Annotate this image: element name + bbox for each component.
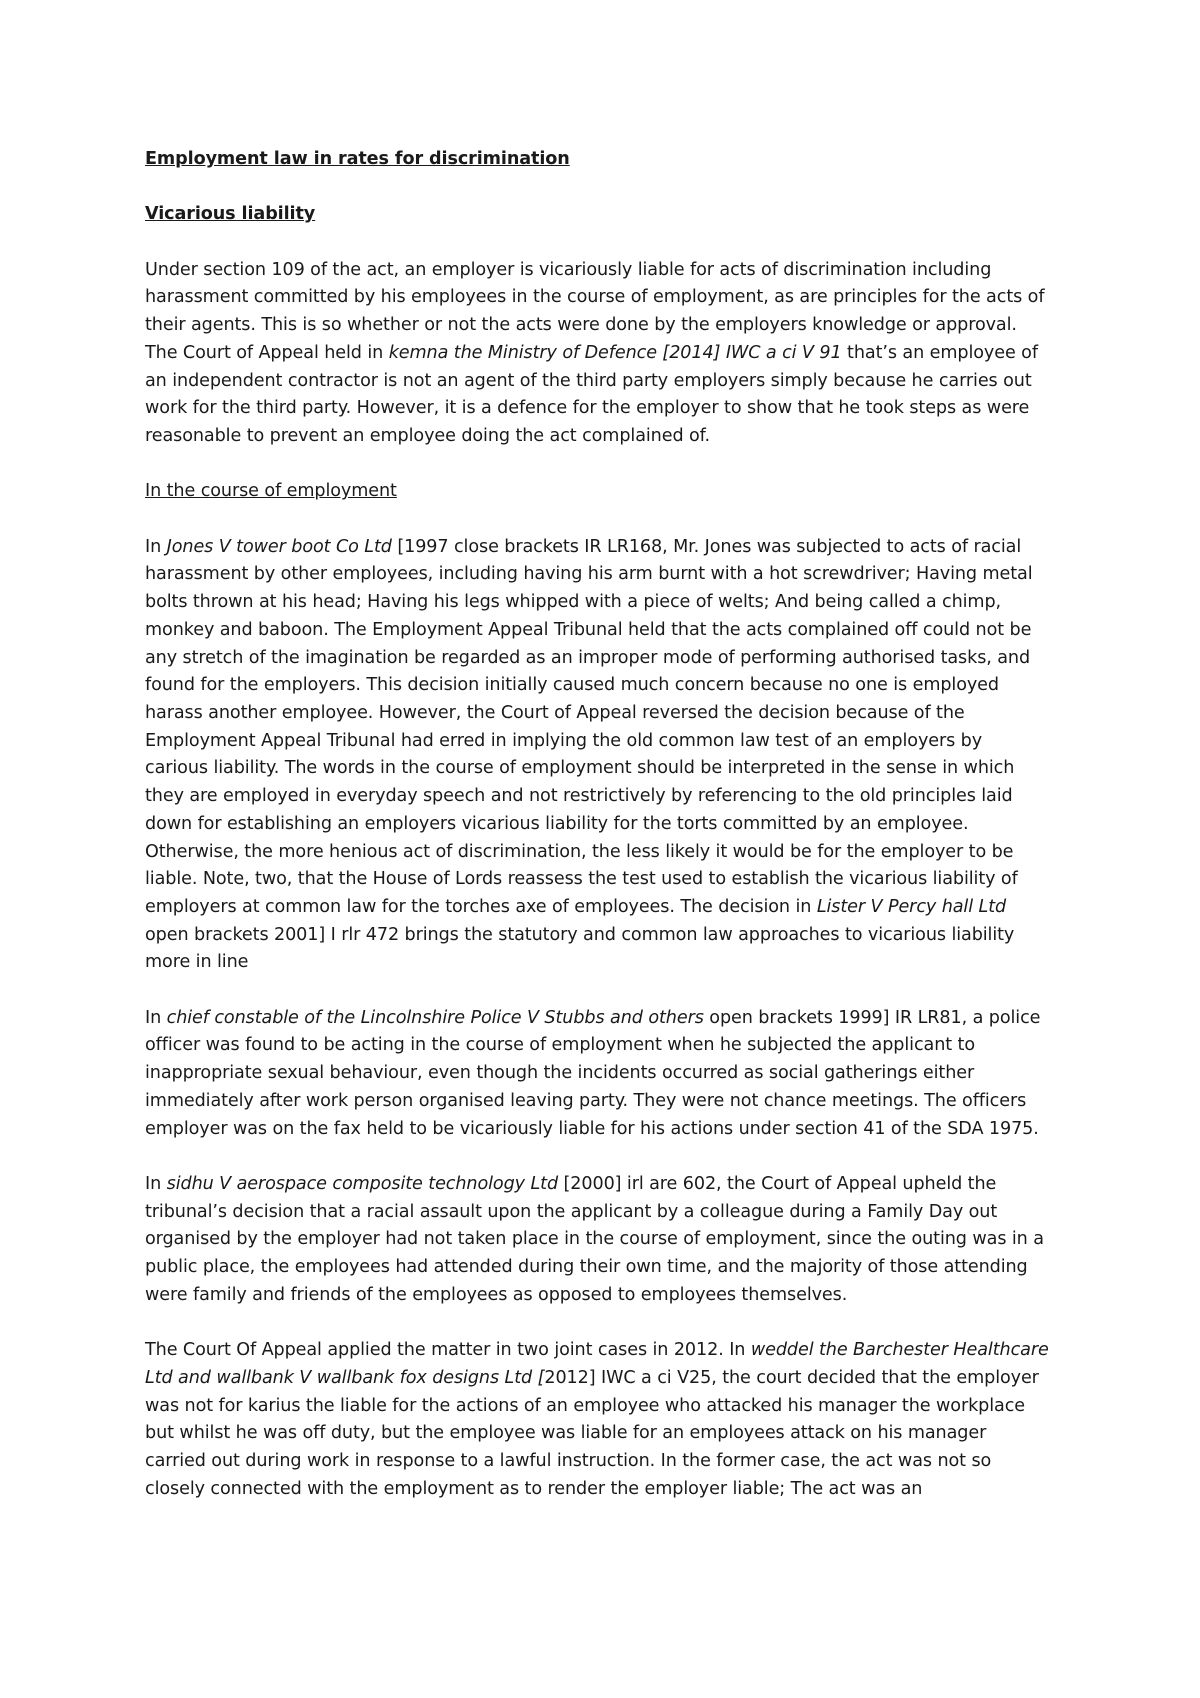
case-citation: sidhu V aerospace composite technology Ltd — [166, 1173, 559, 1194]
spacer — [145, 229, 1050, 257]
spacer — [145, 1309, 1050, 1337]
section-heading-course-of-employment: In the course of employment — [145, 481, 397, 502]
paragraph-text: 2012] IWC a ci V25, the court decided that the employer was not for karius the liable for the actions of an employee who attacked his manager the workplace but whilst he was off duty, but the employee was liable for an employees attack on his manager carried out during work in response to a lawful instruction. In the former case, the act was not so closely connected with the employment as to render the employer liable; The act was an — [145, 1367, 1039, 1499]
paragraph-jones-case — [145, 534, 1050, 977]
case-citation: Lister V Percy hall Ltd — [816, 896, 1007, 917]
document-title: Employment law in rates for discrimination — [145, 149, 570, 169]
case-citation: weddel the Barchester Healthcare Ltd and wallbank V wallbank fox designs Ltd [ — [145, 1340, 1049, 1388]
case-citation: chief constable of the Lincolnshire Police V Stubbs and others — [166, 1007, 704, 1028]
case-citation: kemna the Ministry of Defence [2014] IWC a ci V 91 — [388, 342, 842, 363]
paragraph-text: open brackets 1999] IR LR81, a police officer was found to be acting in the course of employment when he subjected the applicant to inappropriate sexual behaviour, even though the incidents occurred as social gatherings either immediately after work person organised leaving party. They were not chance meetings. The officers employer was on the fax held to be vicariously liable for his actions under section 41 of the SDA 1975. — [145, 1007, 1041, 1139]
paragraph-text: In — [145, 1173, 167, 1194]
spacer — [145, 977, 1050, 1005]
paragraph-weddel-case — [145, 1337, 1050, 1503]
paragraph-text: that’s an employee of an independent contractor is not an agent of the third party employers simply because he carries out work for the third party. However, it is a defence for the employer to show that he took steps as were reasonable to prevent an employee doing the act complained of. — [145, 342, 1038, 446]
paragraph-text: [1997 close brackets IR LR168, Mr. Jones was subjected to acts of racial harassment by other employees, including having his arm burnt with a hot screwdriver; Having metal bolts thrown at his head; Having his legs whipped with a piece of welts; And being called a chimp, monkey and baboon. The Employment Appeal Tribunal held that the acts complained off could not be any stretch of the imagination be regarded as an improper mode of performing authorised tasks, and found for the employers. This decision initially caused much concern because no one is employed harass another employee. However, the Court of Appeal reversed the decision because of the Employment Appeal Tribunal had erred in implying the old common law test of an employers by carious liability. The words in the course of employment should be interpreted in the sense in which they are employed in everyday speech and not restrictively by referencing to the old principles laid down for establishing an employers vicarious liability for the torts committed by an employee. Otherwise, the more henious act of discrimination, the less likely it would be for the employer to be liable. Note, two, that the House of Lords reassess the test used to establish the vicarious liability of employers at common law for the torches axe of employees. The decision in — [145, 536, 1033, 917]
paragraph-text: open brackets 2001] I rlr 472 brings the statutory and common law approaches to vicarious liability more in line — [145, 924, 1015, 973]
section-heading-vicarious-liability: Vicarious liability — [145, 204, 316, 225]
spacer — [145, 451, 1050, 479]
paragraph-stubbs-case — [145, 1005, 1050, 1144]
spacer — [145, 506, 1050, 534]
paragraph-text: Under section 109 of the act, an employer is vicariously liable for acts of discrimination including harassment committed by his employees in the course of employment, as are principles for the acts of their agents. This is so whether or not the acts were done by the employers knowledge or approval. The Court of Appeal held in — [145, 259, 1045, 363]
spacer — [145, 1143, 1050, 1171]
spacer — [145, 174, 1050, 202]
paragraph-section-109 — [145, 257, 1050, 451]
paragraph-text: [2000] irl are 602, the Court of Appeal upheld the tribunal’s decision that a racial assault upon the applicant by a colleague during a Family Day out organised by the employer had not taken place in the course of employment, since the outing was in a public place, the employees had attended during their own time, and the majority of those attending were family and friends of the employees as opposed to employees themselves. — [145, 1173, 1044, 1305]
paragraph-text: The Court Of Appeal applied the matter in two joint cases in 2012. In — [145, 1340, 751, 1361]
paragraph-text: In — [145, 1007, 167, 1028]
paragraph-sidhu-case — [145, 1171, 1050, 1310]
case-citation: Jones V tower boot Co Ltd — [166, 536, 392, 557]
paragraph-text: In — [145, 536, 167, 557]
document-body — [145, 146, 1050, 1503]
